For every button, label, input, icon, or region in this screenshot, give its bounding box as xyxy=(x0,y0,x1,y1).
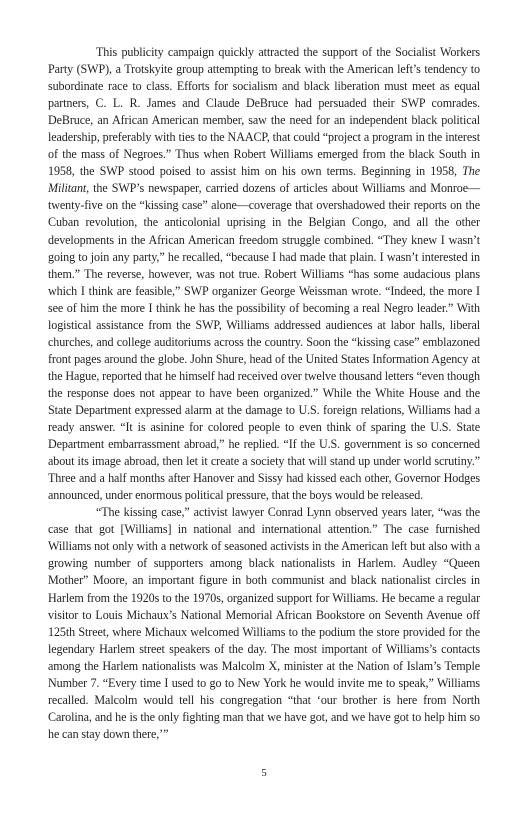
newspaper-title: The Militant xyxy=(48,164,480,196)
paragraph-1-part-b: , the SWP’s newspaper, carried dozens of articles about Williams and Monroe—twenty-five on the “kissing case” alone—coverage that overshadowed their reports on the Cuban revolution, the anticolonial uprising in the Belgian Congo, and all the other developments in the African American freedom struggle combined. “They knew I wasn’t going to join any party,” he recalled, “because I had made that plain. I wasn’t interested in them.” The reverse, however, was not true. Robert Williams “has some audacious plans which I think are feasible,” SWP organizer George Weissman wrote. “Indeed, the more I see of him the more I think he has the possibility of becoming a real Negro leader.” With logistical assistance from the SWP, Williams addressed audiences at labor halls, liberal churches, and college auditoriums across the country. Soon the “kissing case” emblazoned front pages around the globe. John Shure, head of the United States Information Agency at the Hague, reported that he himself had received over twelve thousand letters “even though the response does not appear to have been organized.” While the White House and the State Department expressed alarm at the damage to U.S. foreign relations, Williams had a ready answer. “It is asinine for colored people to even think of sparing the U.S. State Department embarrassment abroad,” he replied. “If the U.S. government is so concerned about its image abroad, then let it create a society that will stand up under world scrutiny.” Three and a half months after Hanover and Sissy had kissed each other, Governor Hodges announced, under enormous political pressure, that the boys would be released. xyxy=(48,181,480,503)
paragraph-2 xyxy=(48,504,480,743)
paragraph-1 xyxy=(48,44,480,504)
page-number: 5 xyxy=(261,767,267,779)
paragraph-2-text: “The kissing case,” activist lawyer Conrad Lynn observed years later, “was the case that got [Williams] in national and international attention.” The case furnished Williams not only with a network of seasoned activists in the American left but also with a growing number of supporters among black nationalists in Harlem. Audley “Queen Mother” Moore, an important figure in both communist and black nationalist circles in Harlem from the 1920s to the 1970s, organized support for Williams. He became a regular visitor to Louis Michaux’s National Memorial African Bookstore on Seventh Avenue off 125th Street, where Michaux welcomed Williams to the podium the store provided for the legendary Harlem street speakers of the day. The most important of Williams’s contacts among the Harlem nationalists was Malcolm X, minister at the Nation of Islam’s Temple Number 7. “Every time I used to go to New York he would invite me to speak,” Williams recalled. Malcolm would tell his congregation “that ‘our brother is here from North Carolina, and he is the only fighting man that we have got, and we have got to help him so he can stay down there,’” xyxy=(48,505,480,741)
paragraph-1-part-a: This publicity campaign quickly attracted the support of the Socialist Workers Party (SWP), a Trotskyite group attempting to break with the American left’s tendency to subordinate race to class. Efforts for socialism and black liberation must meet as equal partners, C. L. R. James and Claude DeBruce had persuaded their SWP comrades. DeBruce, an African American member, saw the need for an independent black political leadership, preferably with ties to the NAACP, that could “project a program in the interest of the mass of Negroes.” Thus when Robert Williams emerged from the black South in 1958, the SWP stood poised to assist him on his own terms. Beginning in 1958, xyxy=(48,45,480,179)
body-text xyxy=(48,44,480,743)
